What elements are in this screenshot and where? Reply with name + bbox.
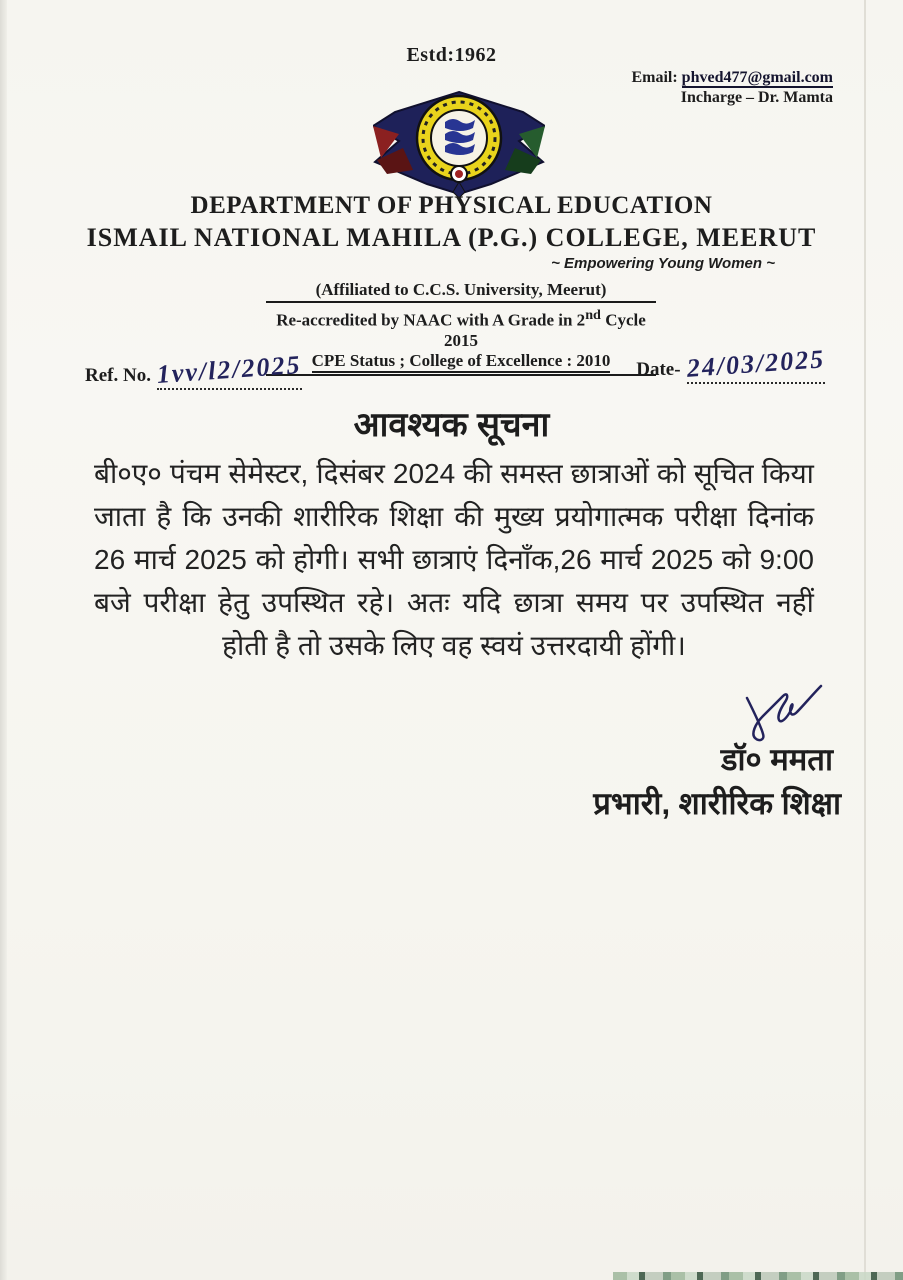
rule-divider [266, 301, 656, 303]
incharge-line: Incharge – Dr. Mamta [680, 89, 833, 106]
ref-label: Ref. No. [85, 365, 151, 386]
email-address: phved477@gmail.com [681, 69, 833, 86]
ref-number-handwritten: 1vv/l2/2025 [155, 349, 303, 390]
affiliation-line: (Affiliated to C.C.S. University, Meerut) [315, 280, 607, 299]
notice-body-line: 26 मार्च 2025 को होगी। सभी छात्राएं दिनाँक,26 मार्च 2025 को 9:00 [94, 544, 814, 575]
college-title: ISMAIL NATIONAL MAHILA (P.G.) COLLEGE, MEERUT [86, 223, 817, 252]
email-label: Email: [631, 69, 682, 86]
cpe-status-line: CPE Status ; College of Excellence : 2010 [276, 351, 646, 373]
signatory-name: डॉ० ममता [720, 742, 833, 777]
signatory-title: प्रभारी, शारीरिक शिक्षा [593, 786, 841, 821]
notice-body [94, 452, 814, 667]
college-tagline: ~ Empowering Young Women ~ [551, 255, 775, 272]
scan-bottom-artifact [613, 1272, 903, 1280]
signatory-block [593, 740, 841, 828]
date-handwritten: 24/03/2025 [685, 344, 826, 383]
college-crest-logo [373, 86, 545, 198]
accreditation-line: Re-accredited by NAAC with A Grade in 2nd Cycle 2015 [276, 307, 646, 350]
notice-heading: आवश्यक सूचना [353, 406, 550, 444]
signature-scribble [733, 682, 825, 744]
notice-body-line: बजे परीक्षा हेतु उपस्थित रहे। अतः यदि छात्रा समय पर उपस्थित नहीं [94, 587, 814, 618]
notice-body-line: जाता है कि उनकी शारीरिक शिक्षा की मुख्य प्रयोगात्मक परीक्षा दिनांक [94, 501, 814, 532]
ref-date-row [85, 344, 843, 398]
established-year: Estd:1962 [406, 44, 497, 66]
ref-number-group [85, 349, 303, 390]
date-label: Date- [636, 359, 681, 380]
notice-body-line: होती है तो उसके लिए वह स्वयं उत्तरदायी होंगी। [222, 630, 686, 661]
notice-body-line: बी०ए० पंचम सेमेस्टर, दिसंबर 2024 की समस्त छात्राओं को सूचित किया [94, 458, 814, 489]
email-line [631, 68, 833, 88]
contact-block [631, 68, 833, 108]
department-title: DEPARTMENT OF PHYSICAL EDUCATION [190, 192, 713, 219]
date-group [636, 344, 826, 384]
